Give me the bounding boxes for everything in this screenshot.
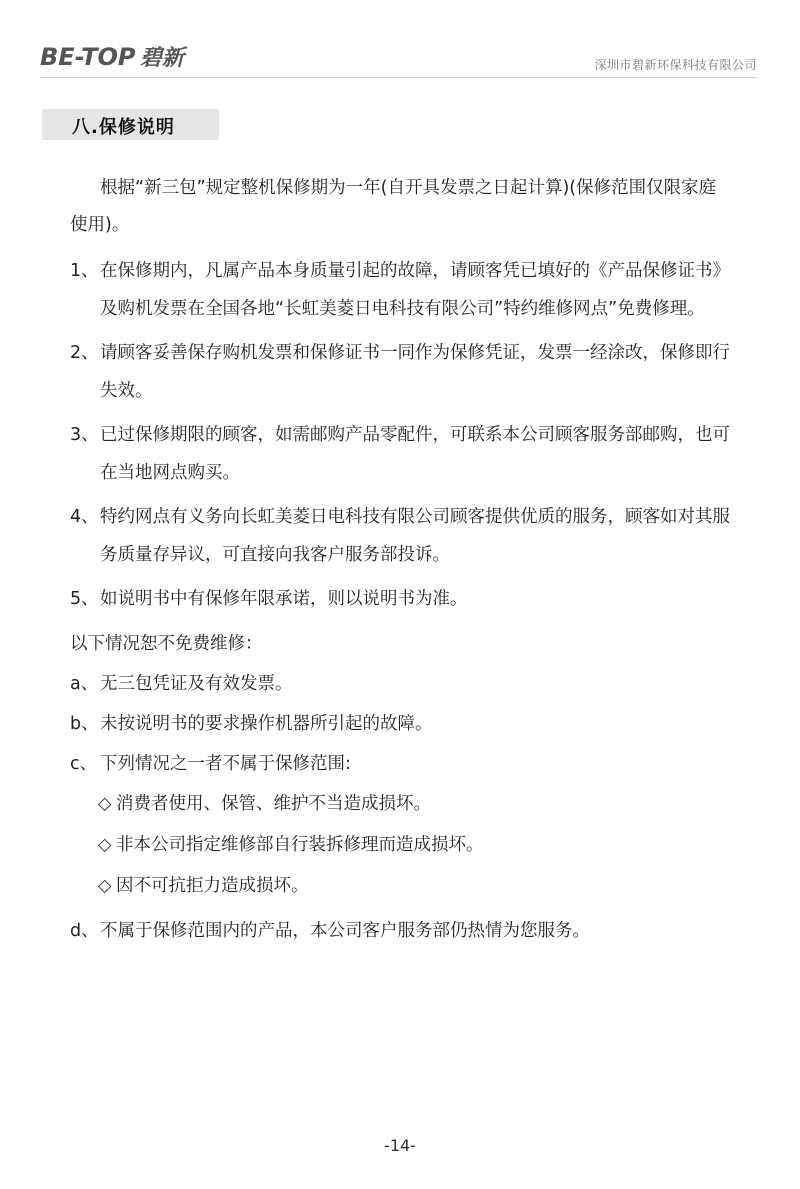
- list-item-number: 3、: [70, 425, 99, 445]
- diamond-icon: ◇: [98, 794, 112, 814]
- page-header: [0, 0, 800, 90]
- exclusion-text: 无三包凭证及有效发票。: [100, 674, 293, 694]
- list-item-text: 特约网点有义务向长虹美菱日电科技有限公司顾客提供优质的服务，顾客如对其服务质量存异议，可直接向我客户服务部投诉。: [100, 507, 730, 565]
- exclusion-text: 不属于保修范围内的产品，本公司客户服务部仍热情为您服务。: [100, 921, 590, 941]
- list-item: [70, 416, 730, 492]
- bullet-item: [70, 866, 730, 907]
- company-name: 深圳市碧新环保科技有限公司: [594, 58, 757, 72]
- list-item-number: 2、: [70, 343, 99, 363]
- list-item: [70, 498, 730, 574]
- list-item-text: 在保修期内，凡属产品本身质量引起的故障，请顾客凭已填好的《产品保修证书》及购机发票在全国各地“长虹美菱日电科技有限公司”特约维修网点”免费修理。: [100, 261, 730, 319]
- list-item-number: 1、: [70, 261, 99, 281]
- bullet-text: 非本公司指定维修部自行装拆修理而造成损坏。: [116, 835, 484, 855]
- bullet-text: 消费者使用、保管、维护不当造成损坏。: [116, 794, 431, 814]
- exclusion-text: 未按说明书的要求操作机器所引起的故障。: [100, 714, 433, 734]
- exclusion-item: [70, 744, 730, 784]
- exclusion-letter: d、: [70, 921, 99, 941]
- svg-text:碧新: 碧新: [140, 46, 185, 71]
- list-item-text: 已过保修期限的顾客，如需邮购产品零配件，可联系本公司顾客服务部邮购，也可在当地网点购买。: [100, 425, 730, 483]
- bullet-item: [70, 825, 730, 866]
- exclusion-item: [70, 911, 730, 951]
- exclusion-letter: c、: [70, 754, 98, 774]
- list-item: [70, 252, 730, 328]
- diamond-icon: ◇: [98, 876, 112, 896]
- exclusion-item: [70, 704, 730, 744]
- intro-paragraph: 根据“新三包”规定整机保修期为一年(自开具发票之日起计算)(保修范围仅限家庭使用)。: [70, 178, 717, 235]
- bullet-item: [70, 784, 730, 825]
- list-item-text: 请顾客妥善保存购机发票和保修证书一同作为保修凭证，发票一经涂改，保修即行失效。: [100, 343, 730, 401]
- bullet-text: 因不可抗拒力造成损坏。: [116, 876, 309, 896]
- warranty-content: [70, 170, 730, 951]
- exclusion-letter: b、: [70, 714, 99, 734]
- section-title: 八.保修说明: [72, 117, 175, 138]
- header-divider: [40, 77, 757, 78]
- brand-logo-mark: [40, 38, 200, 78]
- brand-logo: [40, 38, 200, 78]
- exclusion-heading: 以下情况恕不免费维修：: [70, 634, 263, 654]
- exclusion-letter: a、: [70, 674, 99, 694]
- list-item: [70, 334, 730, 410]
- list-item: [70, 580, 730, 618]
- diamond-icon: ◇: [98, 835, 112, 855]
- list-item-number: 5、: [70, 589, 99, 609]
- list-item-text: 如说明书中有保修年限承诺，则以说明书为准。: [100, 589, 468, 609]
- list-item-number: 4、: [70, 507, 99, 527]
- exclusion-text: 下列情况之一者不属于保修范围:: [100, 754, 351, 774]
- exclusion-item: [70, 664, 730, 704]
- svg-text:BE-TOP: BE-TOP: [40, 43, 136, 71]
- page-number: -14-: [384, 1136, 416, 1155]
